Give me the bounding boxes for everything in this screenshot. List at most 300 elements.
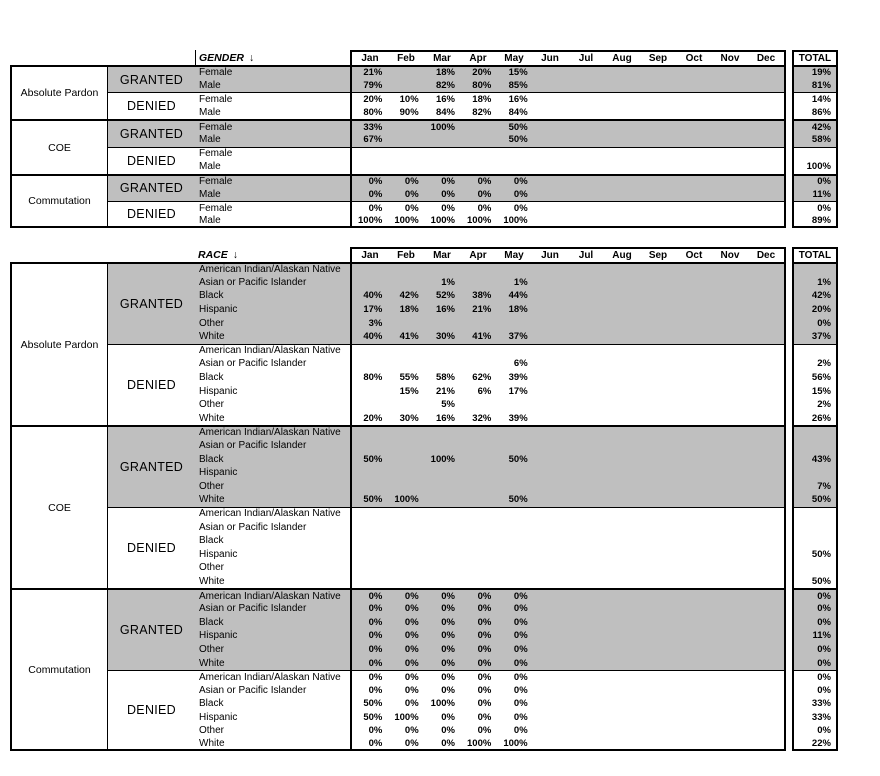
value-cell — [604, 507, 640, 521]
row-label: Female — [195, 92, 350, 106]
value-cell — [568, 697, 604, 711]
value-cell: 1% — [495, 276, 531, 290]
value-cell — [677, 187, 713, 201]
row-label: Black — [199, 372, 224, 384]
value-cell — [604, 575, 640, 589]
row-label: Other — [199, 399, 225, 411]
value-cell — [750, 133, 786, 147]
table-header-label — [195, 50, 350, 65]
value-cell — [641, 133, 677, 147]
value-cell — [713, 738, 749, 752]
value-cell: 50% — [350, 493, 386, 507]
value-cell — [568, 174, 604, 188]
value-cell — [641, 643, 677, 657]
value-cell: 30% — [423, 330, 459, 344]
value-cell — [641, 615, 677, 629]
value-cell — [423, 534, 459, 548]
value-cell — [459, 147, 495, 161]
value-cell — [677, 106, 713, 120]
value-cell — [532, 738, 568, 752]
category-cell: Commutation — [10, 174, 107, 228]
value-cell — [386, 65, 422, 79]
value-cell — [604, 670, 640, 684]
table-header-label — [195, 247, 350, 262]
total-header: TOTAL — [792, 50, 838, 65]
value-cell — [641, 575, 677, 589]
value-cell: 0% — [386, 615, 422, 629]
value-cell — [604, 106, 640, 120]
value-cell — [532, 160, 568, 174]
value-cell — [713, 133, 749, 147]
value-cell — [604, 547, 640, 561]
value-cell: 100% — [495, 215, 531, 229]
value-cell — [750, 276, 786, 290]
value-cell: 0% — [477, 711, 492, 723]
value-cell — [713, 711, 749, 725]
row-label: American Indian/Alaskan Native — [195, 262, 350, 276]
value-cell — [459, 493, 495, 507]
value-cell — [568, 670, 604, 684]
value-cell — [750, 92, 786, 106]
value-cell — [677, 547, 713, 561]
value-cell — [677, 92, 713, 106]
row-label: Female — [195, 174, 350, 188]
value-cell — [713, 561, 749, 575]
value-cell — [604, 133, 640, 147]
total-cell: 0% — [792, 656, 838, 670]
value-cell — [532, 656, 568, 670]
total-cell — [792, 344, 838, 358]
value-cell — [350, 147, 386, 161]
value-cell — [641, 187, 677, 201]
row-label: Male — [195, 187, 350, 201]
value-cell — [677, 133, 713, 147]
value-cell: 100% — [386, 215, 422, 229]
value-cell — [459, 439, 495, 453]
value-cell: 0% — [495, 656, 531, 670]
value-cell — [350, 575, 386, 589]
value-cell — [677, 215, 713, 229]
value-cell — [604, 330, 640, 344]
value-cell — [713, 412, 749, 426]
value-cell — [495, 398, 531, 412]
value-cell — [641, 466, 677, 480]
value-cell: 0% — [423, 588, 459, 602]
row-label: American Indian/Alaskan Native — [195, 588, 350, 602]
row-label: Black — [195, 452, 350, 466]
total-cell: 0% — [792, 615, 838, 629]
value-cell — [386, 160, 422, 174]
value-cell — [568, 201, 604, 215]
value-cell: 21% — [435, 385, 455, 397]
value-cell — [713, 425, 749, 439]
row-label: Asian or Pacific Islander — [199, 684, 307, 696]
value-cell — [677, 643, 713, 657]
value-cell — [641, 738, 677, 752]
value-cell — [350, 561, 386, 575]
value-cell — [604, 629, 640, 643]
month-header: Oct — [685, 53, 703, 64]
value-cell: 100% — [394, 711, 419, 723]
value-cell — [532, 425, 568, 439]
value-cell — [641, 670, 677, 684]
total-cell: 81% — [792, 79, 838, 93]
value-cell — [604, 276, 640, 290]
value-cell — [713, 215, 749, 229]
value-cell — [532, 683, 568, 697]
category-cell: COE — [10, 119, 107, 173]
value-cell: 40% — [350, 330, 386, 344]
value-cell — [677, 466, 713, 480]
value-cell: 50% — [495, 493, 531, 507]
value-cell — [713, 643, 749, 657]
value-cell — [713, 697, 749, 711]
row-label: Other — [199, 725, 225, 737]
value-cell: 100% — [495, 738, 531, 752]
value-cell — [423, 262, 459, 276]
total-cell: 37% — [792, 330, 838, 344]
value-cell: 41% — [386, 330, 422, 344]
month-header: Nov — [720, 53, 740, 64]
value-cell: 0% — [495, 187, 531, 201]
total-cell: 7% — [792, 480, 838, 494]
value-cell: 0% — [350, 187, 386, 201]
month-header: Aug — [612, 53, 632, 64]
value-cell — [532, 133, 568, 147]
value-cell — [350, 160, 386, 174]
value-cell — [532, 371, 568, 385]
value-cell: 67% — [350, 133, 386, 147]
value-cell — [677, 160, 713, 174]
value-cell — [713, 629, 749, 643]
row-label: Female — [195, 65, 350, 79]
value-cell: 0% — [386, 670, 422, 684]
value-cell: 0% — [350, 683, 386, 697]
value-cell — [641, 79, 677, 93]
value-cell — [459, 160, 495, 174]
total-cell — [792, 534, 838, 548]
value-cell — [750, 384, 786, 398]
value-cell — [459, 466, 495, 480]
value-cell — [750, 330, 786, 344]
total-cell: 2% — [792, 398, 838, 412]
value-cell — [641, 344, 677, 358]
value-cell — [641, 384, 677, 398]
value-cell — [604, 480, 640, 494]
value-cell: 0% — [350, 629, 386, 643]
value-cell — [677, 602, 713, 616]
value-cell — [604, 398, 640, 412]
category-cell: COE — [10, 425, 107, 588]
value-cell — [604, 452, 640, 466]
value-cell — [604, 160, 640, 174]
value-cell — [568, 724, 604, 738]
value-cell: 0% — [423, 643, 459, 657]
status-cell: DENIED — [107, 201, 195, 228]
value-cell: 0% — [386, 602, 422, 616]
value-cell — [641, 160, 677, 174]
value-cell: 0% — [404, 725, 419, 737]
value-cell — [713, 493, 749, 507]
value-cell — [459, 575, 495, 589]
value-cell — [677, 670, 713, 684]
value-cell — [750, 147, 786, 161]
value-cell: 21% — [459, 303, 495, 317]
value-cell — [713, 119, 749, 133]
value-cell: 0% — [513, 698, 528, 710]
value-cell — [386, 547, 422, 561]
value-cell — [604, 119, 640, 133]
value-cell — [750, 520, 786, 534]
value-cell: 0% — [495, 670, 531, 684]
value-cell: 33% — [350, 119, 386, 133]
value-cell — [641, 480, 677, 494]
value-cell — [750, 201, 786, 215]
value-cell — [495, 262, 531, 276]
value-cell — [568, 330, 604, 344]
value-cell — [750, 575, 786, 589]
value-cell — [459, 262, 495, 276]
value-cell: 0% — [350, 724, 386, 738]
value-cell — [423, 439, 459, 453]
value-cell — [713, 602, 749, 616]
value-cell — [750, 439, 786, 453]
month-header-row — [350, 50, 786, 65]
value-cell — [423, 575, 459, 589]
value-cell — [750, 174, 786, 188]
value-cell — [677, 344, 713, 358]
value-cell — [423, 493, 459, 507]
value-cell — [677, 480, 713, 494]
value-cell — [750, 344, 786, 358]
value-cell — [641, 507, 677, 521]
total-cell — [792, 262, 838, 276]
category-cell: Commutation — [10, 588, 107, 751]
value-cell — [568, 79, 604, 93]
value-cell — [350, 384, 386, 398]
value-cell — [568, 615, 604, 629]
value-cell — [386, 452, 422, 466]
value-cell — [568, 683, 604, 697]
row-label: American Indian/Alaskan Native — [195, 344, 350, 358]
value-cell — [750, 452, 786, 466]
value-cell — [604, 289, 640, 303]
value-cell — [641, 201, 677, 215]
value-cell — [459, 398, 495, 412]
value-cell — [677, 65, 713, 79]
value-cell: 0% — [350, 643, 386, 657]
value-cell: 5% — [441, 399, 455, 411]
value-cell — [750, 289, 786, 303]
value-cell: 18% — [495, 303, 531, 317]
row-label: Hispanic — [199, 711, 238, 723]
value-cell — [459, 561, 495, 575]
value-cell — [568, 215, 604, 229]
value-cell — [568, 738, 604, 752]
value-cell — [495, 547, 531, 561]
row-label: American Indian/Alaskan Native — [195, 670, 350, 684]
value-cell — [495, 466, 531, 480]
value-cell: 82% — [423, 79, 459, 93]
value-cell — [641, 520, 677, 534]
status-cell: DENIED — [107, 147, 195, 174]
total-cell: 0% — [792, 602, 838, 616]
value-cell — [677, 330, 713, 344]
value-cell: 50% — [495, 119, 531, 133]
value-cell: 41% — [459, 330, 495, 344]
value-cell — [713, 534, 749, 548]
value-cell — [568, 412, 604, 426]
value-cell: 50% — [350, 697, 386, 711]
value-cell: 0% — [495, 602, 531, 616]
value-cell — [386, 119, 422, 133]
value-cell — [641, 547, 677, 561]
value-cell — [604, 215, 640, 229]
value-cell — [641, 534, 677, 548]
value-cell — [677, 357, 713, 371]
month-header: Jan — [361, 250, 379, 261]
value-cell: 0% — [459, 602, 495, 616]
value-cell — [750, 561, 786, 575]
value-cell: 18% — [386, 303, 422, 317]
value-cell — [423, 466, 459, 480]
row-label: Male — [195, 133, 350, 147]
month-header: Jan — [361, 53, 379, 64]
row-label: Male — [195, 215, 350, 229]
value-cell — [568, 602, 604, 616]
value-cell: 0% — [459, 187, 495, 201]
value-cell — [677, 201, 713, 215]
value-cell: 0% — [386, 629, 422, 643]
value-cell — [532, 643, 568, 657]
status-cell: DENIED — [107, 670, 195, 752]
row-label: Asian or Pacific Islander — [199, 521, 307, 533]
value-cell — [713, 384, 749, 398]
value-cell — [750, 303, 786, 317]
value-cell — [641, 683, 677, 697]
total-cell: 50% — [792, 575, 838, 589]
value-cell — [495, 534, 531, 548]
value-cell: 20% — [459, 65, 495, 79]
row-label: White — [195, 738, 350, 752]
value-cell: 50% — [350, 711, 386, 725]
value-cell — [532, 174, 568, 188]
value-cell — [532, 330, 568, 344]
value-cell — [641, 276, 677, 290]
total-cell: 0% — [792, 724, 838, 738]
value-cell — [568, 588, 604, 602]
total-cell: 58% — [792, 133, 838, 147]
value-cell — [532, 466, 568, 480]
value-cell — [750, 534, 786, 548]
value-cell — [641, 711, 677, 725]
value-cell — [604, 425, 640, 439]
total-cell — [792, 507, 838, 521]
value-cell — [532, 493, 568, 507]
total-cell: 26% — [792, 412, 838, 426]
value-cell — [459, 534, 495, 548]
value-cell: 0% — [459, 615, 495, 629]
value-cell — [677, 316, 713, 330]
value-cell — [677, 262, 713, 276]
value-cell — [532, 398, 568, 412]
value-cell — [750, 629, 786, 643]
value-cell — [641, 65, 677, 79]
row-label: Asian or Pacific Islander — [195, 602, 350, 616]
value-cell — [713, 466, 749, 480]
status-cell: GRANTED — [107, 588, 195, 670]
value-cell — [532, 439, 568, 453]
header-label-text: GENDER — [199, 51, 244, 64]
value-cell — [677, 398, 713, 412]
value-cell: 16% — [495, 92, 531, 106]
value-cell — [750, 65, 786, 79]
value-cell: 0% — [423, 670, 459, 684]
value-cell: 0% — [459, 629, 495, 643]
value-cell: 100% — [459, 738, 495, 752]
value-cell — [677, 711, 713, 725]
value-cell — [604, 439, 640, 453]
value-cell — [532, 276, 568, 290]
value-cell: 30% — [399, 412, 419, 424]
category-cell: Absolute Pardon — [10, 262, 107, 425]
value-cell — [677, 656, 713, 670]
row-label: White — [195, 330, 350, 344]
value-cell: 17% — [508, 385, 528, 397]
value-cell: 0% — [477, 725, 492, 737]
value-cell: 0% — [423, 656, 459, 670]
total-cell: 86% — [792, 106, 838, 120]
value-cell: 0% — [495, 174, 531, 188]
total-cell: 11% — [792, 187, 838, 201]
month-header: Jun — [541, 250, 559, 261]
row-label: Asian or Pacific Islander — [199, 358, 307, 370]
value-cell — [568, 398, 604, 412]
total-cell: 42% — [792, 119, 838, 133]
month-header: Jul — [578, 250, 594, 261]
value-cell: 62% — [472, 372, 492, 384]
row-label: Black — [195, 289, 350, 303]
value-cell — [423, 344, 459, 358]
value-cell — [750, 412, 786, 426]
value-cell — [568, 147, 604, 161]
value-cell — [568, 92, 604, 106]
value-cell — [604, 384, 640, 398]
value-cell — [713, 724, 749, 738]
value-cell: 0% — [386, 201, 422, 215]
total-cell: 0% — [792, 670, 838, 684]
value-cell — [677, 507, 713, 521]
value-cell: 0% — [495, 615, 531, 629]
value-cell — [350, 262, 386, 276]
row-label: Hispanic — [195, 629, 350, 643]
value-cell: 0% — [513, 711, 528, 723]
value-cell — [532, 561, 568, 575]
value-cell: 0% — [386, 187, 422, 201]
value-cell — [350, 466, 386, 480]
value-cell — [532, 344, 568, 358]
total-cell: 0% — [792, 683, 838, 697]
value-cell — [459, 344, 495, 358]
gender-table — [10, 50, 838, 228]
value-cell — [713, 547, 749, 561]
value-cell — [677, 425, 713, 439]
value-cell — [713, 480, 749, 494]
value-cell — [568, 357, 604, 371]
value-cell — [677, 520, 713, 534]
total-cell: 2% — [792, 357, 838, 371]
value-cell — [641, 398, 677, 412]
